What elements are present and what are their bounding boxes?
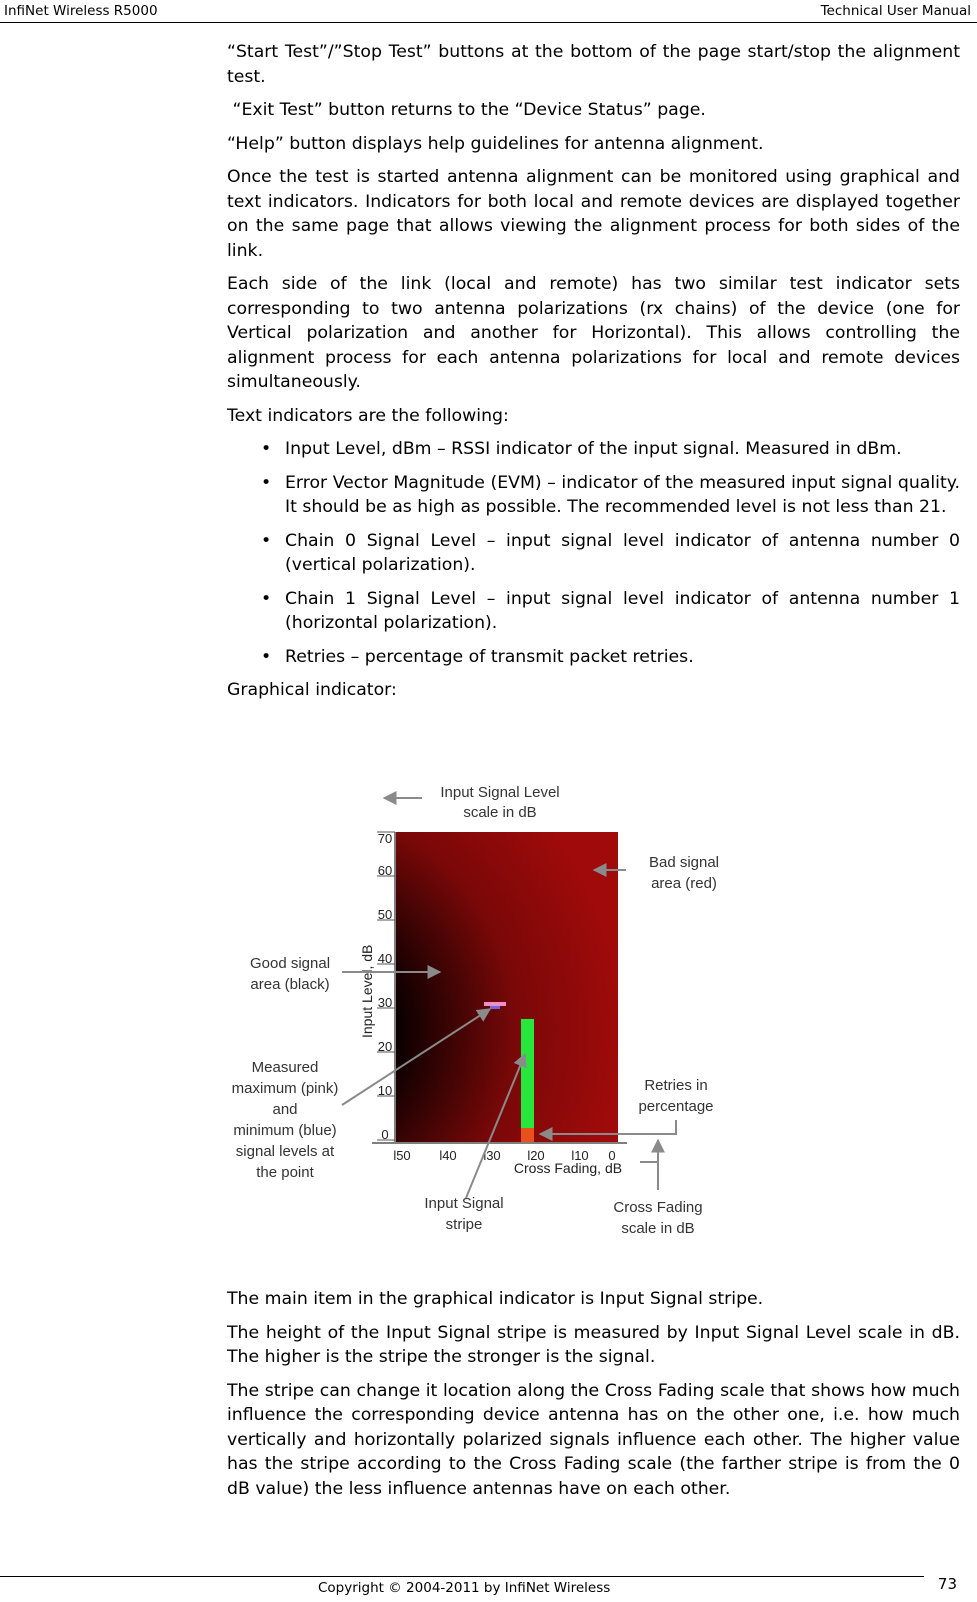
callout-measured: signal levels at bbox=[235, 1143, 335, 1160]
x-axis-label: Cross Fading, dB bbox=[513, 1160, 623, 1176]
y-axis-label: Input Level, dB bbox=[359, 944, 375, 1038]
callout-retries: Retries in bbox=[644, 1077, 708, 1094]
y-tick-label: 70 bbox=[377, 831, 393, 846]
callout-stripe: stripe bbox=[445, 1216, 483, 1233]
x-tick-label: l10 bbox=[571, 1148, 589, 1163]
x-tick-label: l40 bbox=[439, 1148, 457, 1163]
list-item: • Error Vector Magnitude (EVM) – indicator of the measured input signal quality. It should be as high as possible. The recommended level is not less than 21. bbox=[261, 472, 960, 517]
callout-measured: Measured bbox=[251, 1059, 319, 1076]
list-item: • Chain 1 Signal Level – input signal level indicator of antenna number 1 (horizontal polarization). bbox=[261, 588, 960, 633]
footer-copyright: Copyright © 2004-2011 by InfiNet Wireless bbox=[318, 1580, 611, 1596]
y-tick-label: 10 bbox=[377, 1083, 393, 1098]
callout-measured: the point bbox=[256, 1164, 314, 1181]
list-item: • Retries – percentage of transmit packet retries. bbox=[227, 645, 960, 670]
callout-measured: and bbox=[272, 1101, 298, 1118]
callout-stripe: Input Signal bbox=[424, 1195, 504, 1212]
bullet-glyph: • bbox=[261, 530, 272, 551]
list-item: • Input Level, dBm – RSSI indicator of the input signal. Measured in dBm. bbox=[227, 437, 960, 462]
y-tick-label: 60 bbox=[377, 863, 393, 878]
paragraph-graphical-indicator: Graphical indicator: bbox=[227, 680, 397, 700]
y-tick-label: 50 bbox=[377, 907, 393, 922]
running-header-left: InfiNet Wireless R5000 bbox=[4, 3, 158, 19]
bullet-glyph: • bbox=[261, 439, 272, 459]
callout-input-scale: scale in dB bbox=[463, 804, 537, 821]
retries-segment bbox=[521, 1128, 534, 1142]
running-header-right: Technical User Manual bbox=[820, 3, 971, 19]
indicator-list bbox=[227, 437, 960, 669]
graphical-indicator-figure bbox=[222, 780, 742, 1250]
paragraph-main-item: The main item in the graphical indicator is Input Signal stripe. bbox=[227, 1289, 764, 1309]
callout-good-area: Good signal bbox=[249, 955, 331, 972]
callout-measured: maximum (pink) bbox=[231, 1080, 339, 1097]
callout-bad-area: area (red) bbox=[651, 875, 717, 892]
callout-good-area: area (black) bbox=[250, 976, 330, 993]
page-number: 73 bbox=[937, 1575, 957, 1593]
list-item: • Chain 0 Signal Level – input signal level indicator of antenna number 0 (vertical polarization). bbox=[261, 530, 960, 575]
footer-rule bbox=[0, 1576, 924, 1577]
header-rule bbox=[0, 22, 977, 23]
paragraph-cross-fading: The stripe can change it location along the Cross Fading scale that shows how much influence the corresponding device antenna has on the other one, i.e. how much vertically and horizontally polarized signals influence each other. The higher value has the stripe according to the Cross Fading scale (the farther stripe is from the 0 dB value) the less influence antennas have on each other. bbox=[227, 1380, 960, 1499]
paragraph-text-indicators: Text indicators are the following: bbox=[227, 405, 509, 426]
indicator-diagram bbox=[222, 780, 742, 1250]
paragraph-once-started: Once the test is started antenna alignment can be monitored using graphical and text indicators. Indicators for both local and remote devices are displayed together on the same page that allows viewing the alignment process for both sides of the link. bbox=[227, 167, 960, 261]
x-tick-label: l30 bbox=[483, 1148, 501, 1163]
x-tick-label: l20 bbox=[527, 1148, 545, 1163]
callout-cross-scale: scale in dB bbox=[621, 1220, 695, 1237]
bullet-glyph: • bbox=[261, 588, 272, 609]
paragraph-exit-test: “Exit Test” button returns to the “Device Status” page. bbox=[227, 100, 706, 120]
paragraph-start-stop: “Start Test”/”Stop Test” buttons at the bottom of the page start/stop the alignment test. bbox=[227, 42, 960, 87]
page-body bbox=[227, 40, 960, 703]
callout-input-scale: Input Signal Level bbox=[440, 784, 560, 801]
page-body-lower bbox=[227, 1287, 960, 1501]
y-tick-label: 0 bbox=[381, 1127, 389, 1142]
callout-cross-scale: Cross Fading bbox=[613, 1199, 703, 1216]
bullet-glyph: • bbox=[261, 472, 272, 493]
y-tick-label: 40 bbox=[377, 951, 393, 966]
max-level-marker bbox=[484, 1002, 506, 1006]
paragraph-each-side: Each side of the link (local and remote) has two similar test indicator sets corresponding to two antenna polarizations (rx chains) of the device (one for Vertical polarization and another for Horizontal). This allows controlling the alignment process for each antenna polarizations for local and remote devices simultaneously. bbox=[227, 274, 960, 392]
y-tick-label: 20 bbox=[377, 1039, 393, 1054]
min-level-marker bbox=[490, 1006, 500, 1009]
paragraph-stripe-height: The height of the Input Signal stripe is measured by Input Signal Level scale in dB. The higher is the stripe the stronger is the signal. bbox=[227, 1322, 960, 1367]
callout-bad-area: Bad signal bbox=[648, 854, 720, 871]
x-tick-label: 0 bbox=[608, 1148, 616, 1163]
y-tick-label: 30 bbox=[377, 995, 393, 1010]
x-tick-label: l50 bbox=[393, 1148, 411, 1163]
callout-measured: minimum (blue) bbox=[233, 1122, 337, 1139]
paragraph-help: “Help” button displays help guidelines for antenna alignment. bbox=[227, 133, 764, 154]
bullet-glyph: • bbox=[261, 646, 272, 667]
input-signal-stripe bbox=[521, 1019, 534, 1130]
callout-retries: percentage bbox=[638, 1098, 714, 1115]
